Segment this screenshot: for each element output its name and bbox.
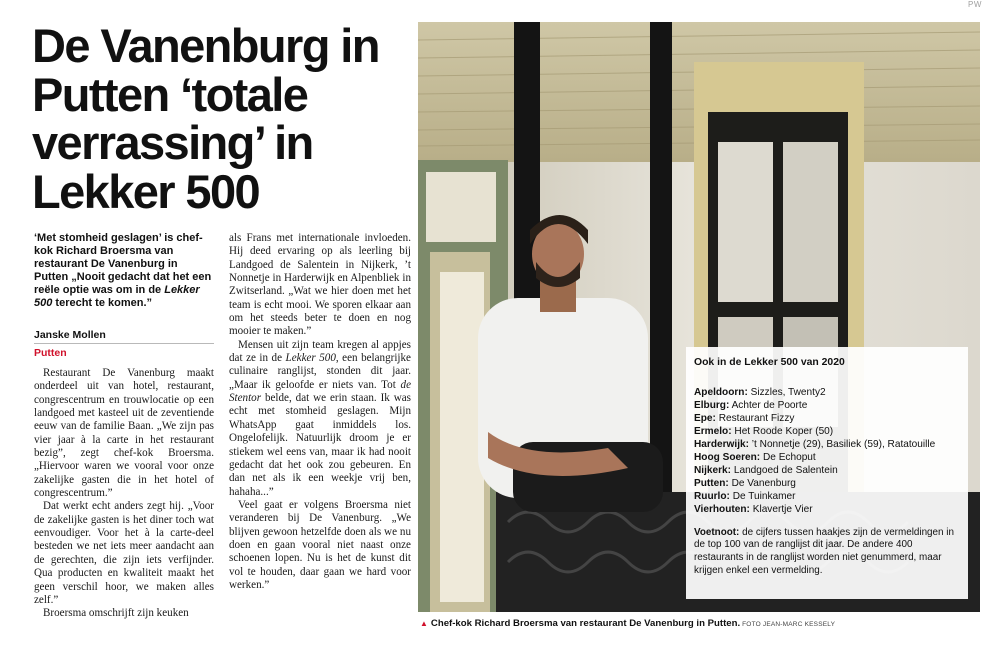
list-item-place: Elburg: [694,399,730,411]
list-item [694,452,960,465]
paragraph: als Frans met internationale invloeden. Hij deed ervaring op als leerling bij Landgoed de Salentein in Nijkerk, ’t Nonnetje in Harderwijk en Alpenbliek in Zwitserland. „Wat we hier doen met het team is echt mooi. We sporen elkaar aan om het steeds beter te doen en nog mooier te maken.” [229,232,411,338]
list-item-restaurants: De Tuinkamer [732,490,796,502]
headline: De Vanenburg in Putten ‘totale verrassing’ in Lekker 500 [32,19,379,218]
paragraph: Dat werkt echt anders zegt hij. „Voor de zakelijke gasten is het diner toch wat eenvoudiger. Voor het à la carte-deel besteden we net iets meer aandacht aan de gerechten, die zijn iets verfijnder. Qua producten en kwaliteit maakt het geen verschil hoor, we maken alles zelf.” [34,500,214,606]
list-item [694,413,960,426]
list-item [694,400,960,413]
lekker500-infobox [686,347,968,599]
footnote-label: Voetnoot: [694,526,740,538]
paragraph: Broersma omschrijft zijn keuken [43,607,189,620]
caption-text: Chef-kok Richard Broersma van restaurant De Vanenburg in Putten. [430,618,741,629]
infobox-list [694,387,960,517]
text-emphasis: de Stentor [229,378,411,405]
list-item-restaurants: De Vanenburg [731,477,796,489]
list-item-place: Hoog Soeren: [694,451,761,463]
list-item-restaurants: Achter de Poorte [731,399,808,411]
list-item-place: Ruurlo: [694,490,730,502]
list-item-restaurants: Restaurant Fizzy [718,412,795,424]
infobox-title: Ook in de Lekker 500 van 2020 [694,357,845,368]
text-emphasis: Lekker 500 [285,352,336,365]
intro-text-end: terecht te komen.” [52,296,152,309]
paragraph: Veel gaat er volgens Broersma niet veranderen bij De Vanenburg. „We blijven gewoon hetzelfde doen als we nu doen en gaan vooral niet naast onze schoenen lopen. Nu is het de kunst dit vol te houden, daar gaan we hard voor werken.” [229,498,411,591]
list-item [694,504,960,517]
text-run: Mensen uit zijn team kregen al appjes dat ze in de [229,338,411,365]
list-item-restaurants: Sizzles, Twenty2 [750,387,826,398]
list-item [694,465,960,478]
list-item-restaurants: ’t Nonnetje (29), Basiliek (59), Ratatouille [751,438,936,450]
list-item [694,439,960,452]
footnote-text: de cijfers tussen haakjes zijn de vermeldingen in de top 100 van de ranglijst dit jaar. De andere 400 restaurants in de ranglijst worden niet genummerd, maar krijgen enkel een vermelding. [694,526,954,577]
infobox-footnote [694,527,960,579]
article-intro [34,232,214,309]
list-item-place: Ermelo: [694,425,732,437]
list-item-place: Putten: [694,477,729,489]
byline-divider [34,343,214,344]
list-item-place: Vierhouten: [694,503,750,515]
intro-text: ‘Met stomheid geslagen’ is chef-kok Richard Broersma van restaurant De Vanenburg in Putten „Nooit gedacht dat het een reële optie was om in de [34,232,212,296]
paragraph: Restaurant De Vanenburg maakt onderdeel uit van hotel, restaurant, congrescentrum en trouwlocatie op een landgoed met kasteel uit de zeventiende eeuw van de familie Baan. „We zijn pas vier jaar à la carte in het restaurant bezig”, zegt chef-kok Broersma. „Hiervoor waren we vooral voor onze zakelijke gasten die in het hotel of congrescentrum.” [34,367,214,500]
paragraph [229,339,411,499]
list-item-restaurants: Het Roode Koper (50) [734,425,834,437]
list-item-restaurants: Landgoed de Salentein [733,464,838,476]
list-item-restaurants: Klavertje Vier [752,503,813,515]
page-marker: PW [968,0,982,9]
intro-emphasis: Lekker 500 [34,283,200,309]
photo-caption [420,618,980,629]
caption-triangle-icon: ▲ [420,619,428,628]
author-byline: Janske Mollen [34,329,106,341]
list-item [694,478,960,491]
text-run: , een belangrijke culinaire ranglijst, stonden dit jaar. „Maar ik geloofde er niets van. Tot [229,352,411,391]
list-item [694,426,960,439]
list-item-restaurants: De Echoput [762,451,816,463]
list-item [694,491,960,504]
list-item-place: Harderwijk: [694,438,749,450]
list-item-place: Epe: [694,412,716,424]
text-run: belde, dat we erin staan. Ik was echt met stomheid geslagen. Mijn WhatsApp gaat inmiddels los. Ongelofelijk. Natuurlijk droom je er stiekem wel eens van, maar ik had nooit gedacht dat het ook zou gebeuren. En dan net als ik een weekje vrij ben, hahaha...” [229,392,411,498]
article-column-1 [34,367,214,621]
list-item [694,387,960,400]
article-column-2 [229,232,411,592]
dateline: Putten [34,347,67,359]
list-item-place: Nijkerk: [694,464,732,476]
photo-credit: FOTO JEAN-MARC KESSELY [742,621,836,628]
list-item-place: Apeldoorn: [694,387,748,398]
